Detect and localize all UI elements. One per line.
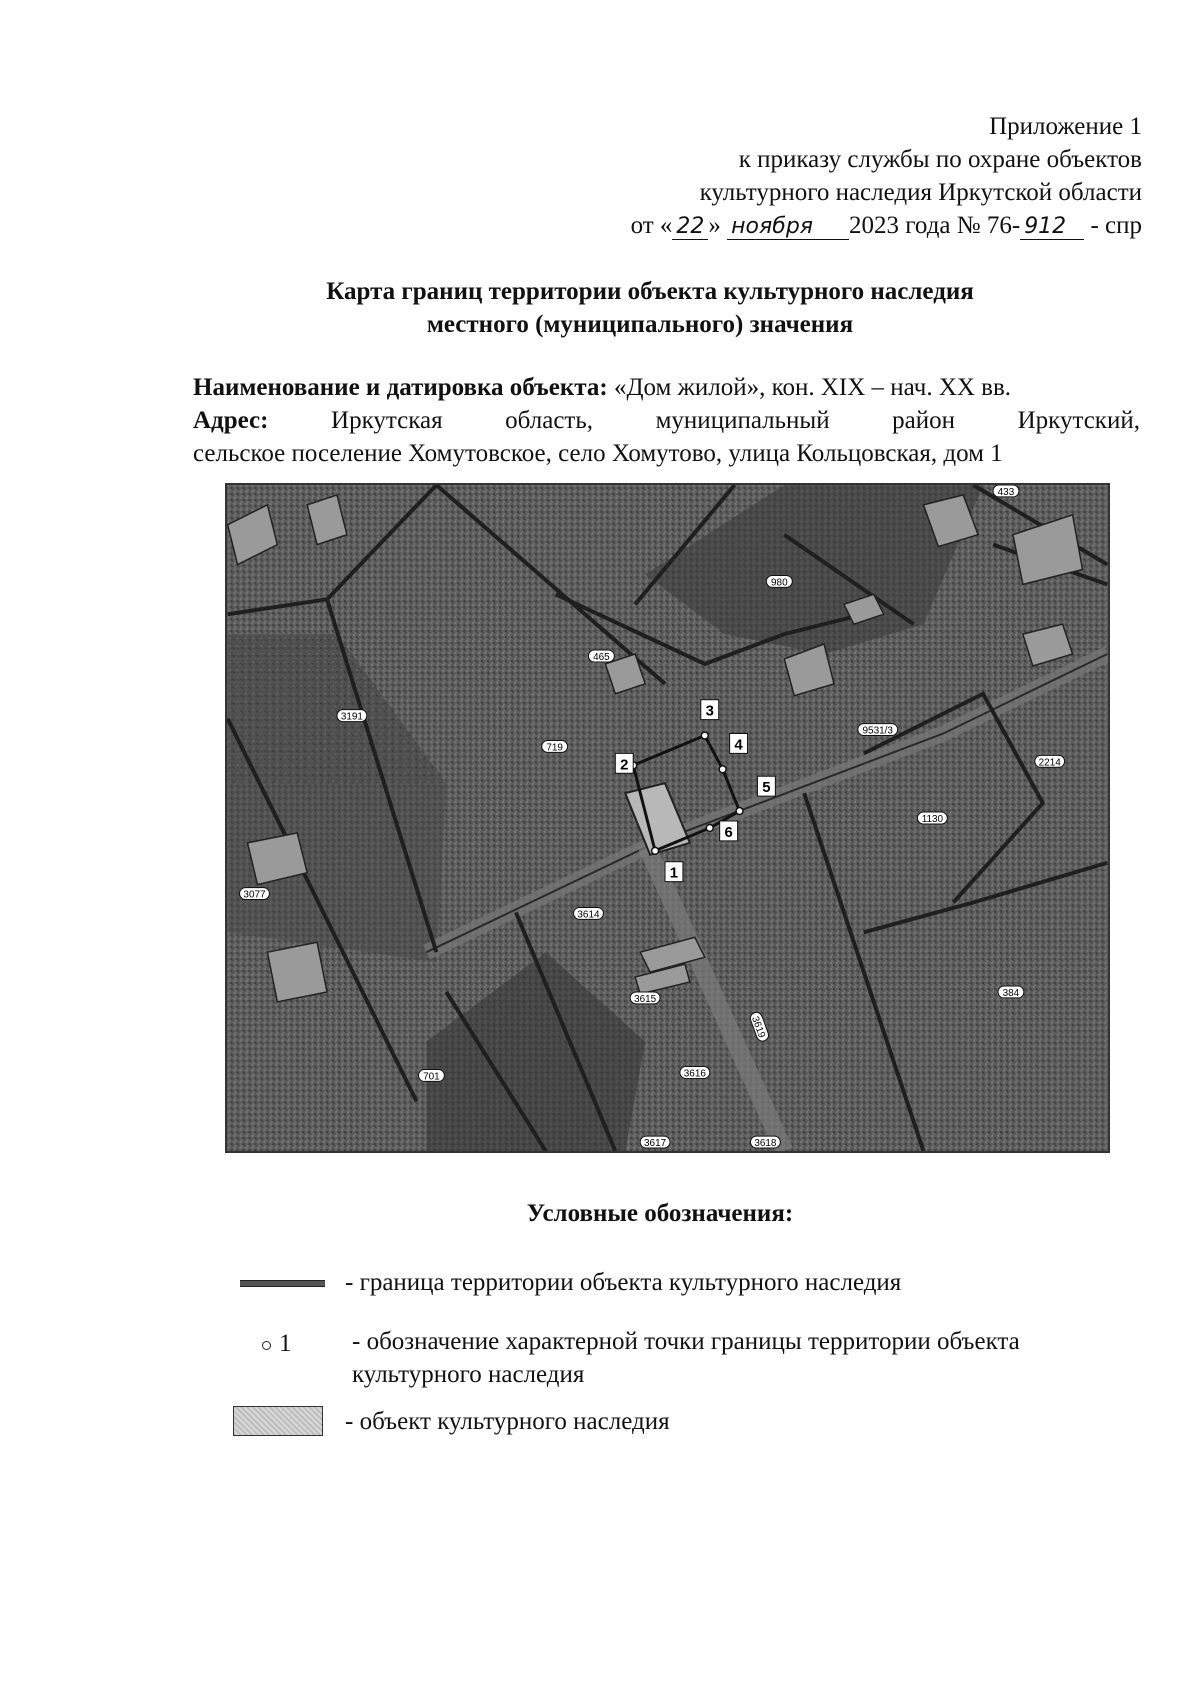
- svg-text:701: 701: [423, 1071, 440, 1083]
- svg-text:3615: 3615: [634, 993, 657, 1005]
- svg-text:6: 6: [724, 824, 733, 841]
- point-label-2: [615, 753, 633, 773]
- appendix-header: [442, 110, 1142, 242]
- legend-boundary-text: - граница территории объекта культурного наследия: [345, 1269, 902, 1296]
- boundary-point-5: [736, 808, 743, 815]
- svg-text:1: 1: [669, 865, 679, 882]
- address-label: Адрес:: [193, 407, 269, 434]
- svg-text:433: 433: [997, 486, 1015, 498]
- svg-text:3619: 3619: [749, 1014, 768, 1040]
- appendix-date-line: [442, 209, 1142, 242]
- parcel-label: [418, 1069, 444, 1082]
- parcel-label: [574, 907, 604, 920]
- address-word: Иркутский,: [1017, 407, 1140, 434]
- svg-text:3618: 3618: [754, 1138, 777, 1150]
- appendix-title: Приложение 1: [989, 113, 1142, 140]
- legend-title: Условные обозначения:: [526, 1200, 794, 1227]
- object-name-value: «Дом жилой», кон. XIX – нач. XX вв.: [613, 374, 1012, 401]
- handwritten-month: ноября: [727, 215, 849, 240]
- document-title: [0, 275, 1200, 341]
- parcel-label: [337, 710, 367, 723]
- boundary-point-4: [719, 766, 726, 773]
- address-word: область,: [505, 407, 594, 434]
- object-name-label: Наименование и датировка объекта:: [193, 374, 608, 401]
- svg-text:2214: 2214: [1038, 757, 1061, 769]
- point-symbol: [262, 1327, 292, 1360]
- svg-text:9531/3: 9531/3: [862, 725, 893, 737]
- parcel-label: [998, 986, 1024, 999]
- point-label-3: [701, 700, 719, 720]
- svg-text:3077: 3077: [243, 889, 266, 901]
- legend-object-text: - объект культурного наследия: [345, 1408, 670, 1435]
- svg-text:3617: 3617: [644, 1138, 667, 1150]
- parcel-label: [766, 575, 792, 588]
- svg-text:5: 5: [762, 780, 771, 797]
- legend-point-text: [352, 1325, 1020, 1391]
- svg-text:3: 3: [705, 703, 714, 720]
- appendix-order-line: к приказу службы по охране объектов: [738, 146, 1142, 173]
- date-prefix: от «: [630, 212, 673, 239]
- svg-text:4: 4: [734, 737, 743, 754]
- parcel-label: [993, 485, 1019, 498]
- svg-text:384: 384: [1002, 987, 1020, 999]
- object-hatch-symbol: [233, 1406, 323, 1436]
- svg-text:1130: 1130: [921, 813, 944, 825]
- object-info: [193, 371, 1140, 470]
- parcel-label: [630, 992, 660, 1005]
- parcel-label: [542, 740, 568, 753]
- parcel-label: [751, 1136, 781, 1149]
- handwritten-number: 912: [1020, 215, 1084, 240]
- address-word: район: [892, 407, 956, 434]
- date-quote-close: »: [708, 212, 721, 239]
- handwritten-day: 22: [672, 215, 708, 240]
- legend-point-line-2: культурного наследия: [352, 1361, 585, 1388]
- svg-text:2: 2: [620, 757, 629, 774]
- map-canvas: [227, 485, 1108, 1151]
- svg-text:3616: 3616: [683, 1068, 706, 1080]
- legend-point-line-1: - обозначение характерной точки границы территории объекта: [352, 1328, 1020, 1355]
- point-label-1: [665, 862, 683, 882]
- date-year-text: 2023 года № 76-: [849, 212, 1021, 239]
- boundary-line-symbol: [240, 1280, 325, 1287]
- boundary-point-6: [706, 824, 713, 831]
- svg-text:980: 980: [771, 577, 788, 589]
- parcel-label: [640, 1136, 670, 1149]
- title-line-2: местного (муниципального) значения: [426, 311, 854, 338]
- address-word: муниципальный: [655, 407, 830, 434]
- svg-text:719: 719: [546, 742, 563, 754]
- point-label-5: [757, 776, 775, 796]
- svg-text:3614: 3614: [577, 909, 600, 921]
- building: [267, 942, 327, 1002]
- svg-text:3191: 3191: [340, 711, 363, 723]
- point-symbol-number: 1: [279, 1330, 292, 1357]
- parcel-label: [1035, 755, 1065, 768]
- boundary-point-3: [701, 732, 708, 739]
- order-suffix: - спр: [1090, 212, 1142, 239]
- parcel-label: [858, 724, 898, 737]
- parcel-label: [680, 1067, 710, 1080]
- parcel-label: [917, 812, 947, 825]
- point-label-4: [730, 734, 748, 754]
- point-label-6: [720, 821, 738, 841]
- point-ring-icon: [262, 1341, 271, 1350]
- object-name-row: [193, 371, 1140, 404]
- svg-text:465: 465: [593, 651, 610, 663]
- address-word: Иркутская: [331, 407, 443, 434]
- parcel-label: [588, 650, 614, 663]
- satellite-map: [225, 483, 1110, 1153]
- appendix-service-line: культурного наследия Иркутской области: [699, 179, 1142, 206]
- parcel-label: [240, 888, 270, 901]
- address-line-2: сельское поселение Хомутовское, село Хомутово, улица Кольцовская, дом 1: [193, 440, 1003, 467]
- address-row: [193, 404, 1140, 437]
- boundary-point-1: [652, 847, 659, 854]
- title-line-1: Карта границ территории объекта культурного наследия: [326, 278, 974, 305]
